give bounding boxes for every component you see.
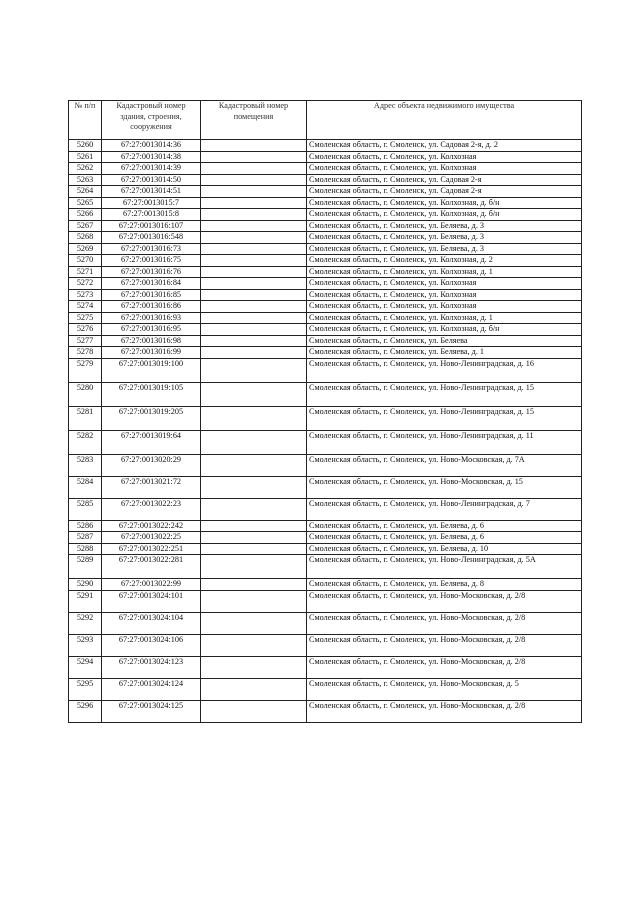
building-cadastral-cell: 67:27:0013024:106 — [102, 634, 201, 656]
row-number-cell: 5285 — [69, 498, 102, 520]
row-number-cell: 5290 — [69, 579, 102, 591]
row-number-cell: 5287 — [69, 532, 102, 544]
row-number-cell: 5273 — [69, 289, 102, 301]
address-cell: Смоленская область, г. Смоленск, ул. Садовая 2-я — [307, 186, 582, 198]
building-cadastral-cell: 67:27:0013014:50 — [102, 174, 201, 186]
building-cadastral-cell: 67:27:0013016:93 — [102, 312, 201, 324]
address-cell: Смоленская область, г. Смоленск, ул. Беляева, д. 1 — [307, 347, 582, 359]
building-cadastral-cell: 67:27:0013015:7 — [102, 197, 201, 209]
room-cadastral-cell — [201, 243, 307, 255]
address-cell: Смоленская область, г. Смоленск, ул. Беляева, д. 8 — [307, 579, 582, 591]
row-number-cell: 5275 — [69, 312, 102, 324]
row-number-cell: 5276 — [69, 324, 102, 336]
table-row — [69, 335, 582, 347]
row-number-cell: 5269 — [69, 243, 102, 255]
table-row — [69, 520, 582, 532]
room-cadastral-cell — [201, 278, 307, 290]
building-cadastral-cell: 67:27:0013022:23 — [102, 498, 201, 520]
row-number-cell: 5263 — [69, 174, 102, 186]
room-cadastral-cell — [201, 335, 307, 347]
room-cadastral-cell — [201, 700, 307, 722]
table-row — [69, 430, 582, 454]
address-cell: Смоленская область, г. Смоленск, ул. Колхозная — [307, 301, 582, 313]
building-cadastral-cell: 67:27:0013016:75 — [102, 255, 201, 267]
row-number-cell: 5264 — [69, 186, 102, 198]
table-body — [69, 140, 582, 723]
building-cadastral-cell: 67:27:0013024:125 — [102, 700, 201, 722]
table-row — [69, 163, 582, 175]
address-cell: Смоленская область, г. Смоленск, ул. Колхозная, д. б/н — [307, 209, 582, 221]
row-number-cell: 5296 — [69, 700, 102, 722]
building-cadastral-cell: 67:27:0013016:98 — [102, 335, 201, 347]
building-cadastral-cell: 67:27:0013021:72 — [102, 476, 201, 498]
row-number-cell: 5268 — [69, 232, 102, 244]
table-row — [69, 197, 582, 209]
building-cadastral-cell: 67:27:0013022:251 — [102, 543, 201, 555]
row-number-cell: 5292 — [69, 612, 102, 634]
address-cell: Смоленская область, г. Смоленск, ул. Ново-Московская, д. 15 — [307, 476, 582, 498]
table-row — [69, 324, 582, 336]
building-cadastral-cell: 67:27:0013016:76 — [102, 266, 201, 278]
room-cadastral-cell — [201, 174, 307, 186]
room-cadastral-cell — [201, 289, 307, 301]
address-cell: Смоленская область, г. Смоленск, ул. Ново-Московская, д. 2/8 — [307, 634, 582, 656]
address-cell: Смоленская область, г. Смоленск, ул. Ново-Московская, д. 2/8 — [307, 700, 582, 722]
building-cadastral-cell: 67:27:0013024:124 — [102, 678, 201, 700]
header-address: Адрес объекта недвижимого имущества — [307, 101, 582, 140]
room-cadastral-cell — [201, 612, 307, 634]
building-cadastral-cell: 67:27:0013016:107 — [102, 220, 201, 232]
address-cell: Смоленская область, г. Смоленск, ул. Колхозная — [307, 278, 582, 290]
row-number-cell: 5262 — [69, 163, 102, 175]
building-cadastral-cell: 67:27:0013022:242 — [102, 520, 201, 532]
table-row — [69, 312, 582, 324]
address-cell: Смоленская область, г. Смоленск, ул. Ново-Ленинградская, д. 11 — [307, 430, 582, 454]
header-room-cadastral: Кадастровый номер помещения — [201, 101, 307, 140]
address-cell: Смоленская область, г. Смоленск, ул. Ново-Московская, д. 2/8 — [307, 612, 582, 634]
row-number-cell: 5284 — [69, 476, 102, 498]
address-cell: Смоленская область, г. Смоленск, ул. Колхозная, д. 1 — [307, 312, 582, 324]
building-cadastral-cell: 67:27:0013019:100 — [102, 358, 201, 382]
table-row — [69, 678, 582, 700]
table-row — [69, 174, 582, 186]
room-cadastral-cell — [201, 590, 307, 612]
row-number-cell: 5272 — [69, 278, 102, 290]
row-number-cell: 5265 — [69, 197, 102, 209]
address-cell: Смоленская область, г. Смоленск, ул. Колхозная — [307, 163, 582, 175]
table-row — [69, 656, 582, 678]
address-cell: Смоленская область, г. Смоленск, ул. Колхозная — [307, 289, 582, 301]
building-cadastral-cell: 67:27:0013016:95 — [102, 324, 201, 336]
row-number-cell: 5260 — [69, 140, 102, 152]
room-cadastral-cell — [201, 382, 307, 406]
room-cadastral-cell — [201, 358, 307, 382]
row-number-cell: 5270 — [69, 255, 102, 267]
header-row — [69, 101, 582, 140]
building-cadastral-cell: 67:27:0013022:281 — [102, 555, 201, 579]
room-cadastral-cell — [201, 430, 307, 454]
room-cadastral-cell — [201, 220, 307, 232]
room-cadastral-cell — [201, 301, 307, 313]
building-cadastral-cell: 67:27:0013014:51 — [102, 186, 201, 198]
table-row — [69, 579, 582, 591]
table-row — [69, 358, 582, 382]
header-num: № п/п — [69, 101, 102, 140]
row-number-cell: 5271 — [69, 266, 102, 278]
address-cell: Смоленская область, г. Смоленск, ул. Ново-Ленинградская, д. 15 — [307, 406, 582, 430]
address-cell: Смоленская область, г. Смоленск, ул. Беляева, д. 3 — [307, 243, 582, 255]
address-cell: Смоленская область, г. Смоленск, ул. Ново-Московская, д. 2/8 — [307, 590, 582, 612]
building-cadastral-cell: 67:27:0013015:8 — [102, 209, 201, 221]
building-cadastral-cell: 67:27:0013016:84 — [102, 278, 201, 290]
building-cadastral-cell: 67:27:0013024:101 — [102, 590, 201, 612]
building-cadastral-cell: 67:27:0013016:86 — [102, 301, 201, 313]
address-cell: Смоленская область, г. Смоленск, ул. Беляева, д. 3 — [307, 232, 582, 244]
room-cadastral-cell — [201, 454, 307, 476]
room-cadastral-cell — [201, 656, 307, 678]
address-cell: Смоленская область, г. Смоленск, ул. Садовая 2-я, д. 2 — [307, 140, 582, 152]
row-number-cell: 5291 — [69, 590, 102, 612]
room-cadastral-cell — [201, 151, 307, 163]
room-cadastral-cell — [201, 347, 307, 359]
building-cadastral-cell: 67:27:0013019:105 — [102, 382, 201, 406]
building-cadastral-cell: 67:27:0013014:38 — [102, 151, 201, 163]
table-row — [69, 476, 582, 498]
table-row — [69, 278, 582, 290]
room-cadastral-cell — [201, 406, 307, 430]
row-number-cell: 5281 — [69, 406, 102, 430]
table-row — [69, 634, 582, 656]
row-number-cell: 5278 — [69, 347, 102, 359]
room-cadastral-cell — [201, 312, 307, 324]
table-row — [69, 700, 582, 722]
table-row — [69, 555, 582, 579]
table-row — [69, 220, 582, 232]
building-cadastral-cell: 67:27:0013019:205 — [102, 406, 201, 430]
table-row — [69, 232, 582, 244]
room-cadastral-cell — [201, 255, 307, 267]
row-number-cell: 5289 — [69, 555, 102, 579]
address-cell: Смоленская область, г. Смоленск, ул. Ново-Московская, д. 5 — [307, 678, 582, 700]
room-cadastral-cell — [201, 163, 307, 175]
address-cell: Смоленская область, г. Смоленск, ул. Ново-Ленинградская, д. 15 — [307, 382, 582, 406]
table-row — [69, 454, 582, 476]
building-cadastral-cell: 67:27:0013014:39 — [102, 163, 201, 175]
building-cadastral-cell: 67:27:0013016:85 — [102, 289, 201, 301]
room-cadastral-cell — [201, 232, 307, 244]
address-cell: Смоленская область, г. Смоленск, ул. Колхозная, д. б/н — [307, 324, 582, 336]
row-number-cell: 5266 — [69, 209, 102, 221]
table-row — [69, 498, 582, 520]
room-cadastral-cell — [201, 324, 307, 336]
room-cadastral-cell — [201, 555, 307, 579]
building-cadastral-cell: 67:27:0013016:99 — [102, 347, 201, 359]
room-cadastral-cell — [201, 678, 307, 700]
table-row — [69, 532, 582, 544]
table-row — [69, 590, 582, 612]
row-number-cell: 5288 — [69, 543, 102, 555]
room-cadastral-cell — [201, 520, 307, 532]
table-row — [69, 140, 582, 152]
table-row — [69, 347, 582, 359]
room-cadastral-cell — [201, 532, 307, 544]
header-building-cadastral: Кадастровый номер здания, строения, сооружения — [102, 101, 201, 140]
address-cell: Смоленская область, г. Смоленск, ул. Колхозная, д. 1 — [307, 266, 582, 278]
room-cadastral-cell — [201, 186, 307, 198]
building-cadastral-cell: 67:27:0013022:25 — [102, 532, 201, 544]
room-cadastral-cell — [201, 266, 307, 278]
address-cell: Смоленская область, г. Смоленск, ул. Ново-Ленинградская, д. 5А — [307, 555, 582, 579]
room-cadastral-cell — [201, 579, 307, 591]
building-cadastral-cell: 67:27:0013016:548 — [102, 232, 201, 244]
room-cadastral-cell — [201, 498, 307, 520]
building-cadastral-cell: 67:27:0013019:64 — [102, 430, 201, 454]
row-number-cell: 5274 — [69, 301, 102, 313]
table-row — [69, 266, 582, 278]
room-cadastral-cell — [201, 634, 307, 656]
address-cell: Смоленская область, г. Смоленск, ул. Беляева, д. 6 — [307, 532, 582, 544]
address-cell: Смоленская область, г. Смоленск, ул. Садовая 2-я — [307, 174, 582, 186]
table-row — [69, 255, 582, 267]
row-number-cell: 5261 — [69, 151, 102, 163]
building-cadastral-cell: 67:27:0013016:73 — [102, 243, 201, 255]
row-number-cell: 5283 — [69, 454, 102, 476]
building-cadastral-cell: 67:27:0013020:29 — [102, 454, 201, 476]
address-cell: Смоленская область, г. Смоленск, ул. Ново-Ленинградская, д. 16 — [307, 358, 582, 382]
address-cell: Смоленская область, г. Смоленск, ул. Ново-Московская, д. 2/8 — [307, 656, 582, 678]
table-row — [69, 406, 582, 430]
row-number-cell: 5279 — [69, 358, 102, 382]
table-row — [69, 543, 582, 555]
room-cadastral-cell — [201, 543, 307, 555]
address-cell: Смоленская область, г. Смоленск, ул. Беляева, д. 10 — [307, 543, 582, 555]
row-number-cell: 5286 — [69, 520, 102, 532]
room-cadastral-cell — [201, 476, 307, 498]
address-cell: Смоленская область, г. Смоленск, ул. Беляева, д. 6 — [307, 520, 582, 532]
table-row — [69, 209, 582, 221]
address-cell: Смоленская область, г. Смоленск, ул. Колхозная — [307, 151, 582, 163]
table-row — [69, 243, 582, 255]
room-cadastral-cell — [201, 209, 307, 221]
address-cell: Смоленская область, г. Смоленск, ул. Беляева, д. 3 — [307, 220, 582, 232]
address-cell: Смоленская область, г. Смоленск, ул. Ново-Московская, д. 7А — [307, 454, 582, 476]
row-number-cell: 5295 — [69, 678, 102, 700]
address-cell: Смоленская область, г. Смоленск, ул. Ново-Ленинградская, д. 7 — [307, 498, 582, 520]
address-cell: Смоленская область, г. Смоленск, ул. Беляева — [307, 335, 582, 347]
table-row — [69, 151, 582, 163]
row-number-cell: 5267 — [69, 220, 102, 232]
row-number-cell: 5280 — [69, 382, 102, 406]
room-cadastral-cell — [201, 197, 307, 209]
building-cadastral-cell: 67:27:0013024:123 — [102, 656, 201, 678]
address-cell: Смоленская область, г. Смоленск, ул. Колхозная, д. б/н — [307, 197, 582, 209]
address-cell: Смоленская область, г. Смоленск, ул. Колхозная, д. 2 — [307, 255, 582, 267]
building-cadastral-cell: 67:27:0013022:99 — [102, 579, 201, 591]
row-number-cell: 5277 — [69, 335, 102, 347]
table-row — [69, 301, 582, 313]
property-register-table — [68, 100, 582, 723]
table-row — [69, 382, 582, 406]
table-row — [69, 186, 582, 198]
building-cadastral-cell: 67:27:0013024:104 — [102, 612, 201, 634]
row-number-cell: 5294 — [69, 656, 102, 678]
room-cadastral-cell — [201, 140, 307, 152]
row-number-cell: 5282 — [69, 430, 102, 454]
row-number-cell: 5293 — [69, 634, 102, 656]
building-cadastral-cell: 67:27:0013014:36 — [102, 140, 201, 152]
table-row — [69, 289, 582, 301]
table-row — [69, 612, 582, 634]
